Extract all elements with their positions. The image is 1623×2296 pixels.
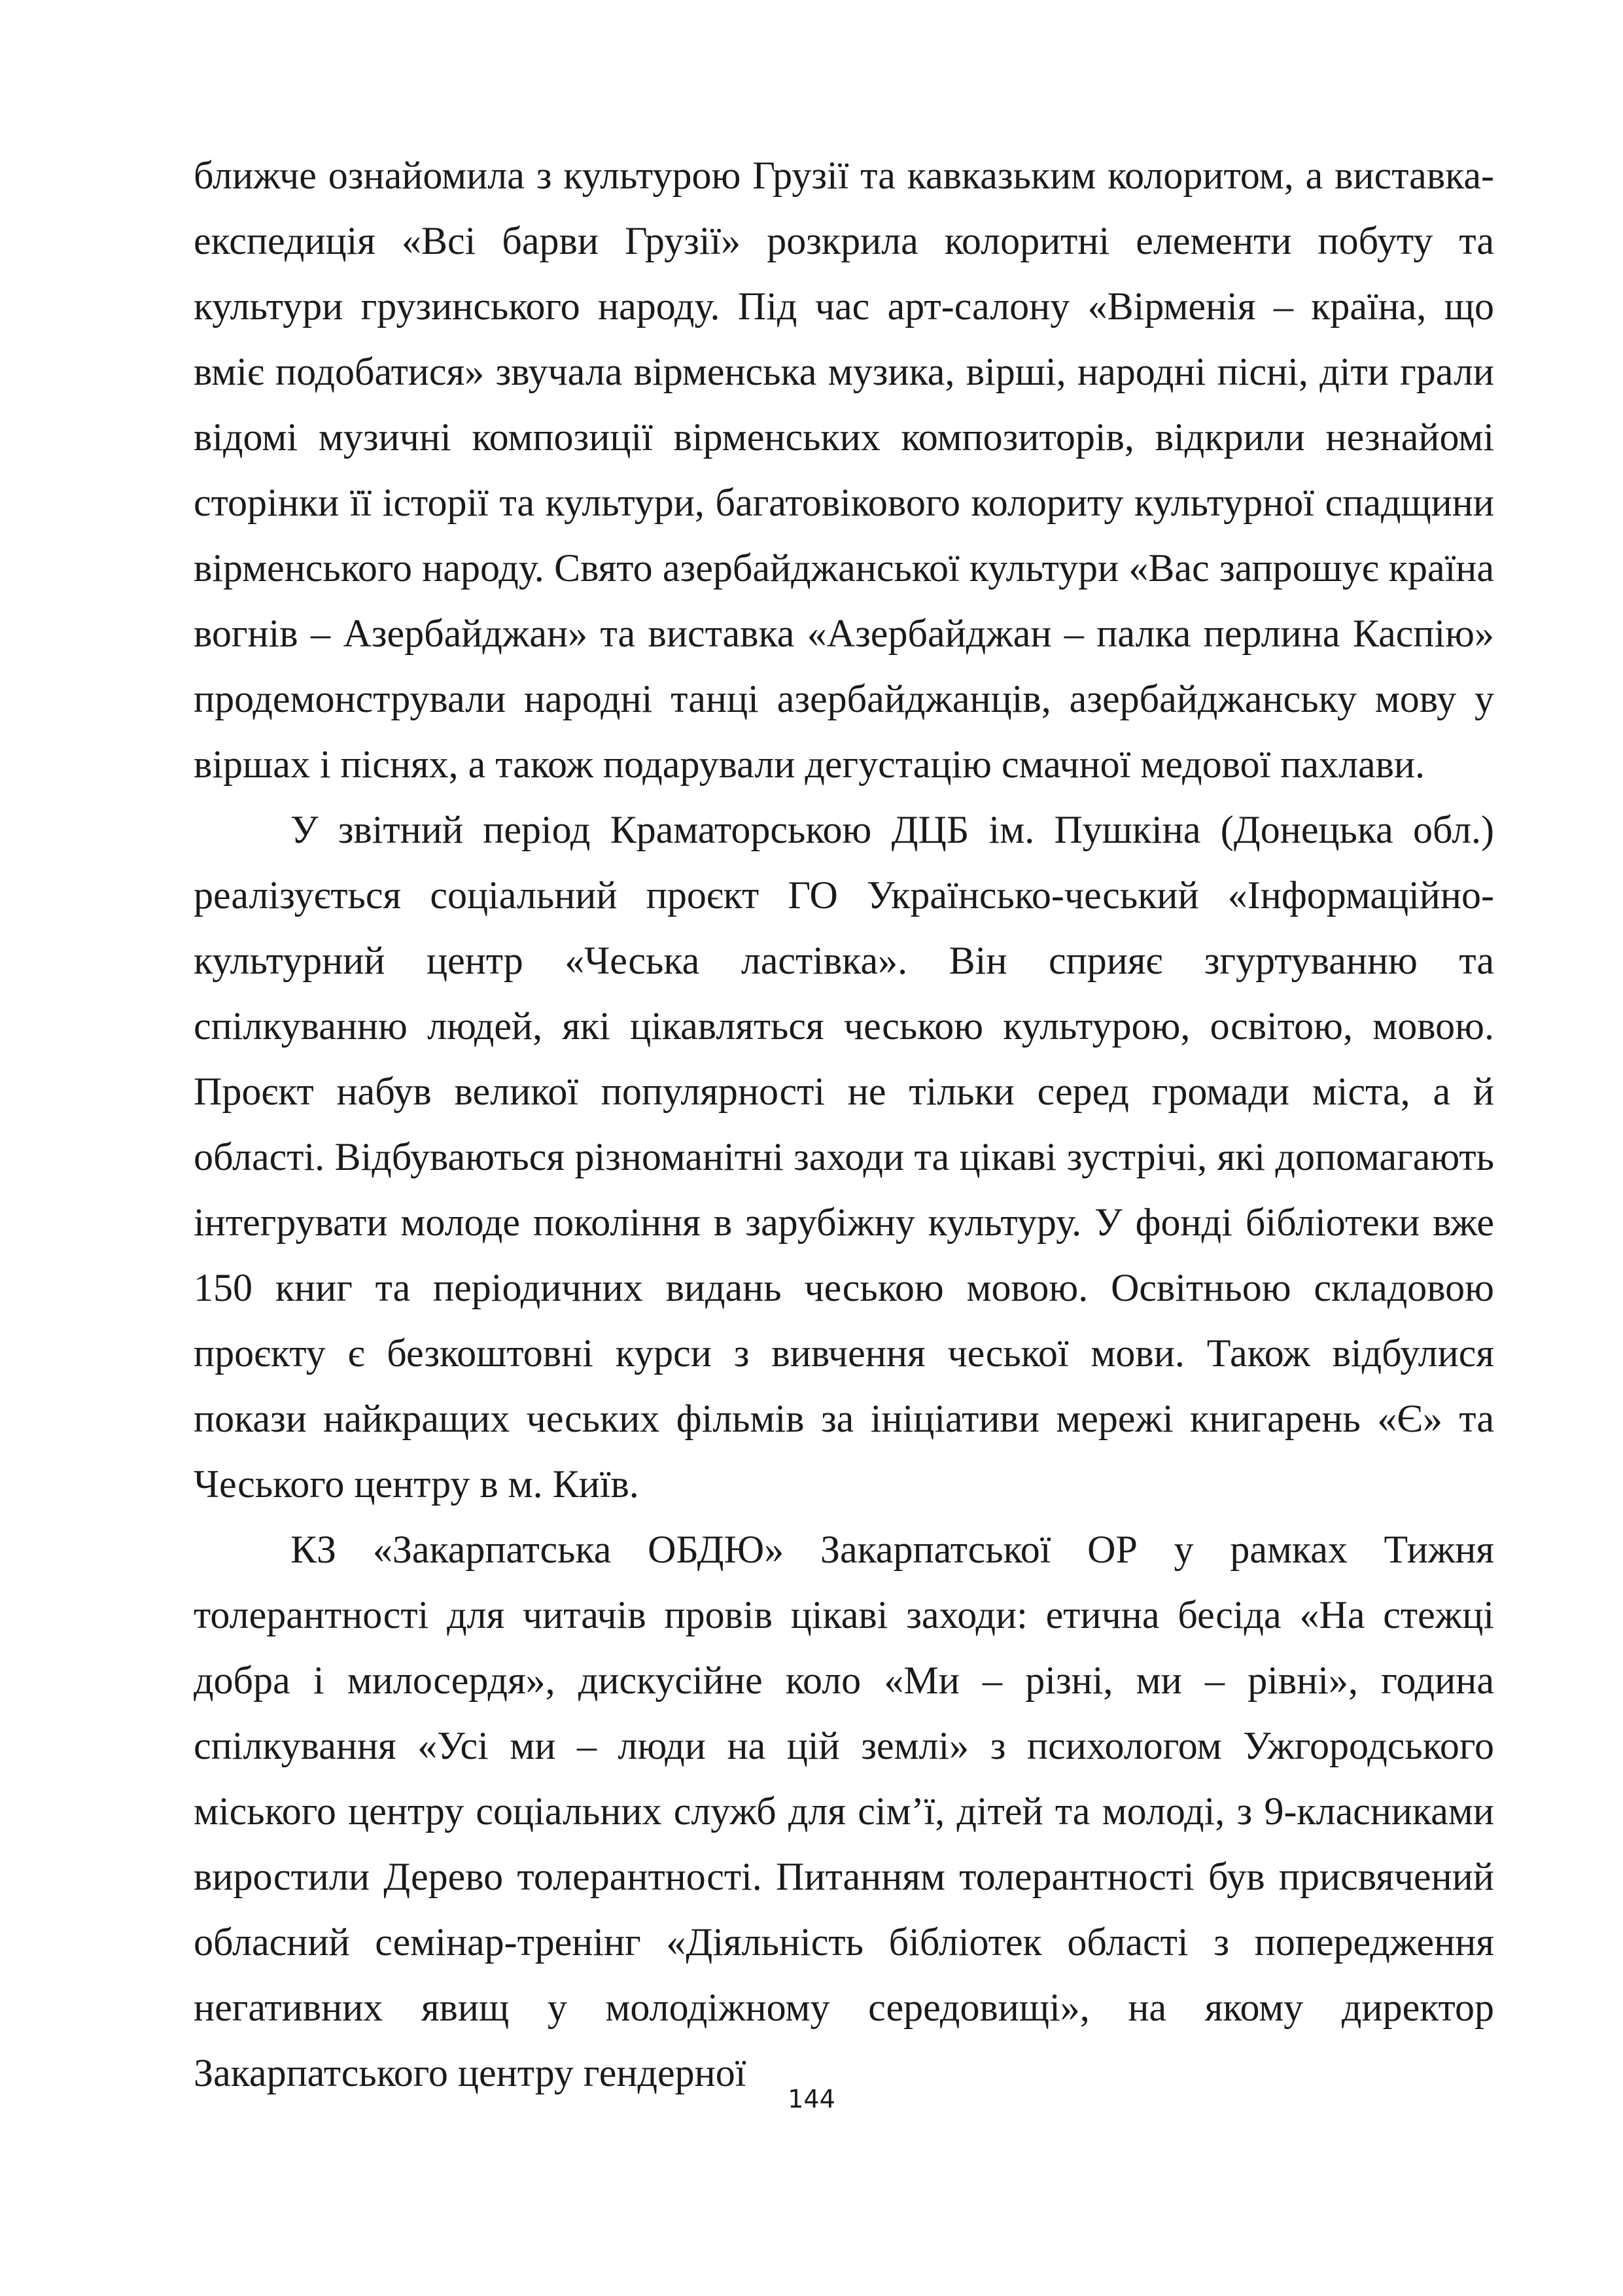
paragraph-georgia-armenia-azerbaijan: ближче ознайомила з культурою Грузії та кавказьким колоритом, а виставка-експедиція «Всі барви Грузії» розкрила колоритні елементи побуту та культури грузинського народу. Під час арт-салону «Вірменія – країна, що вміє подобатися» звучала вірменська музика, вірші, народні пісні, діти грали відомі музичні композиції вірменських композиторів, відкрили незнайомі сторінки її історії та культури, багатовікового колориту культурної спадщини вірменського народу. Свято азербайджанської культури «Вас запрошує країна вогнів – Азербайджан» та виставка «Азербайджан – палка перлина Каспію» продемонстрували народні танці азербайджанців, азербайджанську мову у віршах і піснях, а також подарували дегустацію смачної медової пахлави.: [194, 154, 1494, 786]
body-text: [194, 143, 1494, 2106]
page-number: 144: [788, 2085, 835, 2113]
paragraph-kramatorsk-czech-project: У звітний період Краматорською ДЦБ ім. Пушкіна (Донецька обл.) реалізується соціальний проєкт ГО Українсько-чеський «Інформаційно-культурний центр «Чеська ластівка». Він сприяє згуртуванню та спілкуванню людей, які цікавляться чеською культурою, освітою, мовою. Проєкт набув великої популярності не тільки серед громади міста, а й області. Відбуваються різноманітні заходи та цікаві зустрічі, які допомагають інтегрувати молоде покоління в зарубіжну культуру. У фонді бібліотеки вже 150 книг та періодичних видань чеською мовою. Освітньою складовою проєкту є безкоштовні курси з вивчення чеської мови. Також відбулися покази найкращих чеських фільмів за ініціативи мережі книгарень «Є» та Чеського центру в м. Київ.: [194, 808, 1494, 1506]
paragraph-zakarpattia-tolerance-week: КЗ «Закарпатська ОБДЮ» Закарпатської ОР у рамках Тижня толерантності для читачів провів цікаві заходи: етична бесіда «На стежці добра і милосердя», дискусійне коло «Ми – різні, ми – рівні», година спілкування «Усі ми – люди на цій землі» з психологом Ужгородського міського центру соціальних служб для сім’ї, дітей та молоді, з 9-класниками виростили Дерево толерантності. Питанням толерантності був присвячений обласний семінар-тренінг «Діяльність бібліотек області з попередження негативних явищ у молодіжному середовищі», на якому директор Закарпатського центру гендерної: [194, 1528, 1494, 2094]
